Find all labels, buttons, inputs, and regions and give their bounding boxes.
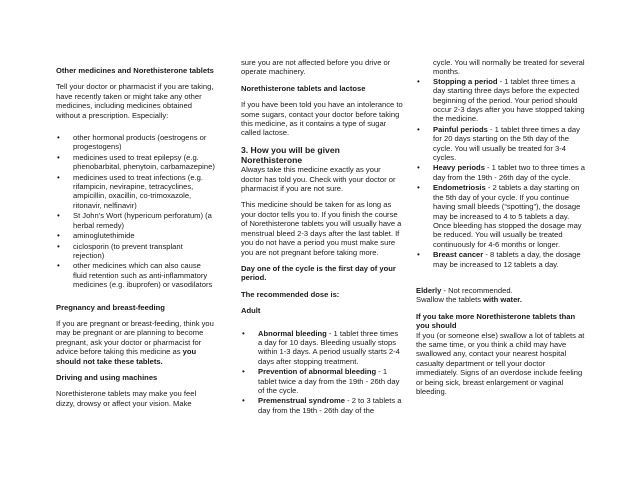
driving-heading: Driving and using machines bbox=[56, 372, 158, 382]
swallow-text: Swallow the tablets with water. bbox=[416, 295, 522, 305]
bullet-icon: • bbox=[57, 152, 60, 162]
column-2 bbox=[241, 58, 403, 422]
bullet-icon: • bbox=[417, 76, 420, 86]
bullet-icon: • bbox=[417, 250, 420, 260]
list-item: • Endometriosis - 2 tablets a day starting on the 5th day of your cycle. If you continue having small bleeds (“spotting”), the dosage may be increased to 4 to 5 tablets a day. Once bleeding has stopped the dosage may be reduced. You will usually be treated continuously for 4-6 months or longer. bbox=[417, 183, 582, 249]
list-item: • ciclosporin (to prevent transplant rejection) bbox=[57, 241, 183, 260]
overdose-text: If you (or someone else) swallow a lot of tablets at the same time, or you think a child may have swallowed any, contact your nearest hospital casualty department or tell your doctor immediately. Signs of an overdose include feeling or being sick, breast enlargement or vaginal bleeding. bbox=[416, 330, 585, 396]
list-item: • other medicines which can also cause fluid retention such as anti-inflammatory medicines (e.g. ibuprofen) or vasodilators bbox=[57, 261, 213, 290]
list-item: • aminoglutethimide bbox=[57, 231, 135, 241]
dose-list-continued bbox=[416, 77, 588, 269]
bullet-icon: • bbox=[57, 261, 60, 271]
how-text: Always take this medicine exactly as your doctor has told you. Check with your doctor or pharmacist if you are not sure. bbox=[241, 165, 396, 194]
elderly-text: Elderly - Not recommended. bbox=[416, 285, 513, 295]
list-item: • Breast cancer - 8 tablets a day, the dosage may be increased to 12 tablets a day. bbox=[417, 250, 581, 269]
other-medicines-heading: Other medicines and Norethisterone tablets bbox=[56, 66, 214, 75]
overdose-heading: If you take more Norethisterone tablets than you should bbox=[416, 311, 576, 331]
bullet-icon: • bbox=[57, 133, 60, 143]
how-text-2: This medicine should be taken for as long as your doctor tells you to. If you finish the course of Norethisterone tablets you will usually have a menstrual bleed 2-3 days after the last tablet. If you do not have a period you must make sure you are not pregnant before taking more. bbox=[241, 200, 402, 257]
column-1 bbox=[56, 66, 216, 415]
list-item: • medicines used to treat infections (e.g. rifampicin, nevirapine, tetracyclines, ampicillin, oxacillin, co-trimoxazole, ritonavir, nelfinavir) bbox=[57, 172, 204, 210]
list-item: • Prevention of abnormal bleeding - 1 tablet twice a day from the 19th - 26th day of the cycle. bbox=[242, 367, 400, 395]
bullet-icon: • bbox=[57, 211, 60, 221]
bullet-icon: • bbox=[242, 367, 245, 377]
pregnancy-heading: Pregnancy and breast-feeding bbox=[56, 302, 165, 312]
list-item: • Abnormal bleeding - 1 tablet three times a day for 10 days. Bleeding usually stops within 1-3 days. A period usually starts 2-4 days after stopping treatment. bbox=[242, 328, 400, 366]
column-3 bbox=[416, 58, 588, 403]
list-item: • other hormonal products (oestrogens or progestogens) bbox=[57, 133, 207, 152]
bullet-icon: • bbox=[242, 328, 245, 338]
lactose-text: If you have been told you have an intolerance to some sugars, contact your doctor before taking this medicine, as it contains a type of sugar called lactose. bbox=[241, 100, 403, 138]
other-medicines-list bbox=[56, 133, 216, 290]
list-item: • St John's Wort (hypericum perforatum) (a herbal remedy) bbox=[57, 211, 212, 230]
list-item: • Painful periods - 1 tablet three times a day for 20 days starting on the 5th day of the cycle. You will usually be treated for 3-4 cycles. bbox=[417, 124, 580, 163]
bullet-icon: • bbox=[57, 241, 60, 251]
bullet-icon: • bbox=[242, 396, 245, 406]
list-item: • Premenstrual syndrome - 2 to 3 tablets a day from the 19th - 26th day of the bbox=[242, 396, 402, 415]
bullet-icon: • bbox=[57, 231, 60, 241]
adult-dose-list bbox=[241, 329, 403, 416]
bullet-icon: • bbox=[417, 183, 420, 193]
driving-text-continued: sure you are not affected before you drive or operate machinery. bbox=[241, 58, 391, 77]
pregnancy-text: If you are pregnant or breast-feeding, think you may be pregnant or are planning to become pregnant, ask your doctor or pharmacist for advice before taking this medicine as you should not take these tablets. bbox=[56, 318, 214, 366]
bullet-icon: • bbox=[57, 172, 60, 182]
bullet-icon: • bbox=[417, 124, 420, 134]
day-one-text: Day one of the cycle is the first day of your period. bbox=[241, 263, 396, 283]
section-3-heading: 3. How you will be given Norethisterone bbox=[241, 144, 340, 166]
bullet-icon: • bbox=[417, 163, 420, 173]
list-item: • Stopping a period - 1 tablet three times a day starting three days before the expected beginning of the period. Your period should occur 2-3 days after you have stopped taking the medicine. bbox=[417, 76, 585, 124]
other-medicines-text: Tell your doctor or pharmacist if you are taking, have recently taken or might take any other medicines, including medicines obtained without a prescription. Especially: bbox=[56, 82, 214, 120]
dose-heading: The recommended dose is: bbox=[241, 289, 340, 299]
driving-text: Norethisterone tablets may make you feel dizzy, drowsy or affect your vision. Make bbox=[56, 389, 197, 408]
adult-heading: Adult bbox=[241, 306, 261, 316]
cycle-continued: cycle. You will normally be treated for several months. bbox=[433, 58, 585, 77]
lactose-heading: Norethisterone tablets and lactose bbox=[241, 83, 366, 93]
list-item: • medicines used to treat epilepsy (e.g. phenobarbital, phenytoin, carbamazepine) bbox=[57, 152, 215, 172]
list-item: • Heavy periods - 1 tablet two to three times a day from the 19th - 26th day of the cycle. bbox=[417, 163, 585, 182]
